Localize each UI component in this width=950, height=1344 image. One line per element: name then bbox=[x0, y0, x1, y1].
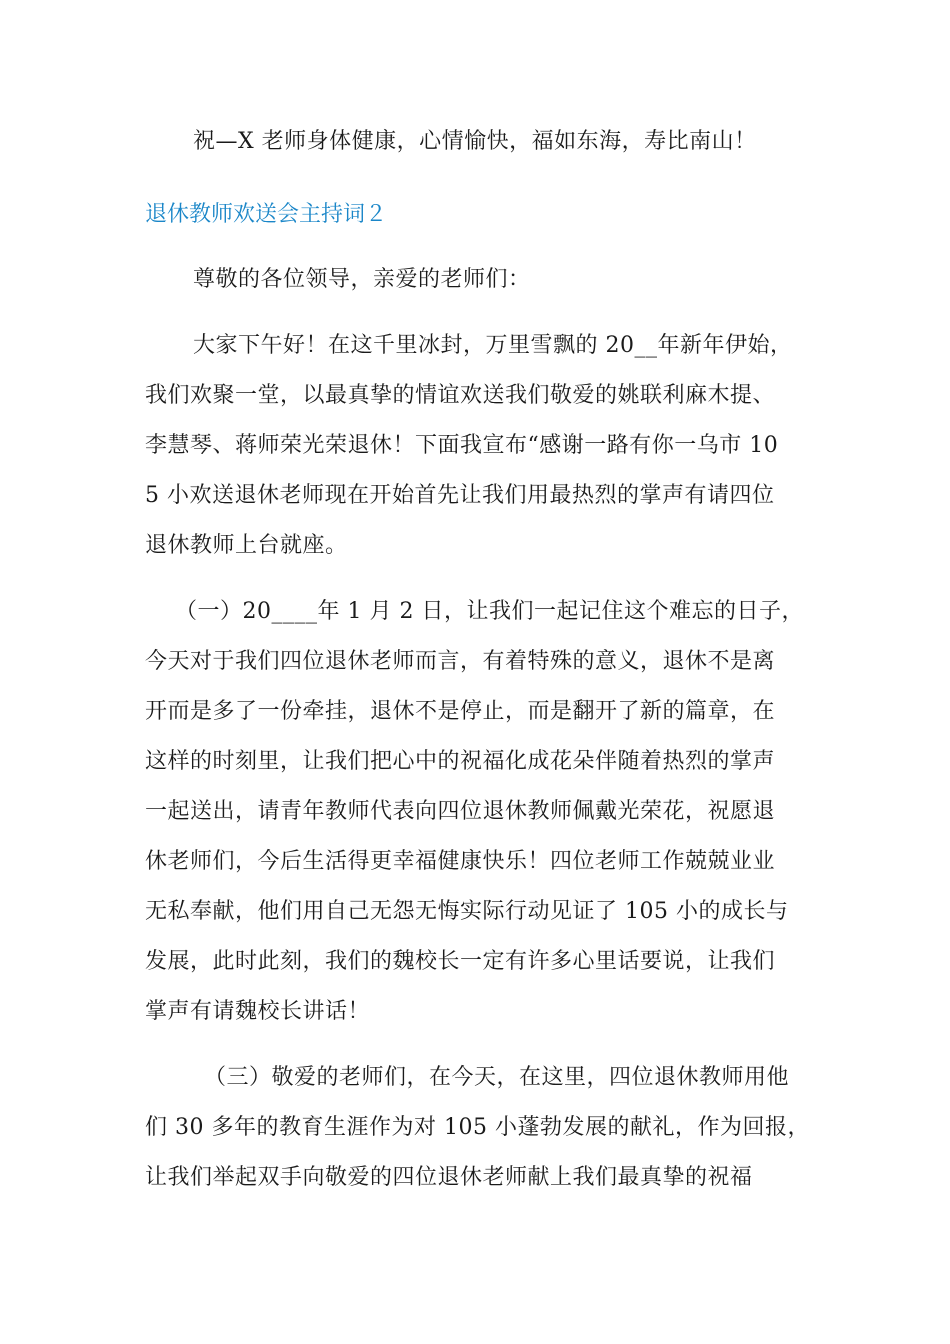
paragraph-1-line: 李慧琴、蒋师荣光荣退休！下面我宣布“感谢一路有你一乌市 10 bbox=[145, 433, 779, 458]
paragraph-2-line: （一）20____年 1 月 2 日，让我们一起记住这个难忘的日子， bbox=[175, 599, 804, 624]
paragraph-2-line: 无私奉献，他们用自己无怨无悔实际行动见证了 105 小的成长与 bbox=[145, 899, 789, 924]
paragraph-2-line: 休老师们，今后生活得更幸福健康快乐！四位老师工作兢兢业业 bbox=[145, 849, 776, 874]
paragraph-3-line: 让我们举起双手向敬爱的四位退休老师献上我们最真挚的祝福 bbox=[145, 1165, 753, 1190]
paragraph-2-line: 今天对于我们四位退休老师而言，有着特殊的意义，退休不是离 bbox=[145, 649, 776, 674]
greeting-line: 尊敬的各位领导，亲爱的老师们： bbox=[193, 267, 531, 292]
paragraph-3-line: （三）敬爱的老师们，在今天，在这里，四位退休教师用他 bbox=[204, 1065, 790, 1090]
paragraph-2-line: 这样的时刻里，让我们把心中的祝福化成花朵伴随着热烈的掌声 bbox=[145, 749, 776, 774]
paragraph-2-line: 掌声有请魏校长讲话！ bbox=[145, 999, 371, 1024]
paragraph-2-line: 发展，此时此刻，我们的魏校长一定有许多心里话要说，让我们 bbox=[145, 949, 776, 974]
closing-wish-line: 祝—X 老师身体健康，心情愉快，福如东海，寿比南山！ bbox=[193, 129, 757, 154]
paragraph-2-line: 开而是多了一份牵挂，退休不是停止，而是翻开了新的篇章，在 bbox=[145, 699, 776, 724]
section-heading: 退休教师欢送会主持词２ bbox=[145, 202, 388, 227]
paragraph-1-line: 退休教师上台就座。 bbox=[145, 533, 348, 558]
paragraph-1-line: 大家下午好！在这千里冰封，万里雪飘的 20__年新年伊始， bbox=[193, 333, 793, 358]
paragraph-1-line: 我们欢聚一堂，以最真挚的情谊欢送我们敬爱的姚联利麻木提、 bbox=[145, 383, 776, 408]
paragraph-1-line: 5 小欢送退休老师现在开始首先让我们用最热烈的掌声有请四位 bbox=[145, 483, 775, 508]
paragraph-2-line: 一起送出，请青年教师代表向四位退休教师佩戴光荣花，祝愿退 bbox=[145, 799, 776, 824]
paragraph-3-line: 们 30 多年的教育生涯作为对 105 小蓬勃发展的献礼，作为回报， bbox=[145, 1115, 810, 1140]
